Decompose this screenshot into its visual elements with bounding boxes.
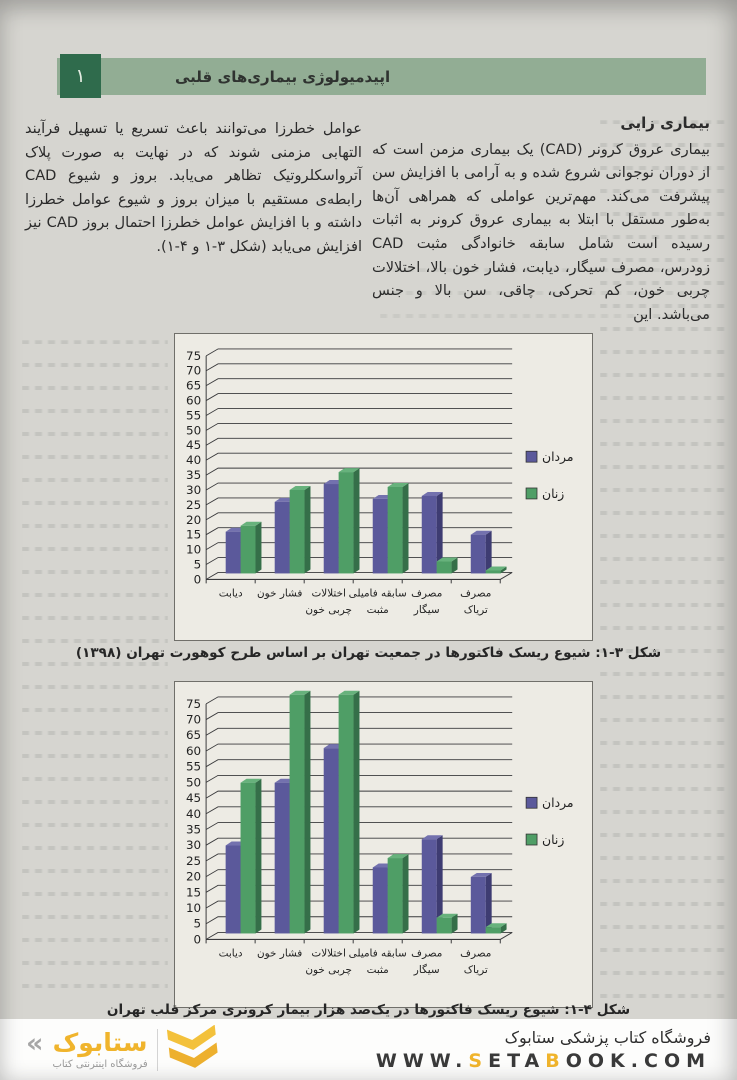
svg-text:70: 70 xyxy=(185,712,202,727)
page-number-badge xyxy=(60,54,101,98)
svg-text:60: 60 xyxy=(185,743,202,758)
svg-text:50: 50 xyxy=(185,775,202,790)
svg-text:70: 70 xyxy=(186,363,202,378)
svg-text:فشار خون: فشار خون xyxy=(257,587,303,600)
text-column-right xyxy=(372,112,710,326)
svg-text:مصرف: مصرف xyxy=(411,947,443,960)
svg-text:25: 25 xyxy=(185,853,202,868)
logo-divider xyxy=(157,1029,159,1071)
svg-text:چربی خون: چربی خون xyxy=(305,604,352,617)
svg-text:75: 75 xyxy=(185,696,202,711)
svg-text:35: 35 xyxy=(185,822,202,837)
store-url-segment: S xyxy=(468,1049,489,1072)
svg-text:40: 40 xyxy=(185,806,202,821)
svg-text:سابقه فامیلی: سابقه فامیلی xyxy=(348,947,407,960)
svg-text:چربی خون: چربی خون xyxy=(305,964,352,977)
svg-text:زنان: زنان xyxy=(541,485,565,501)
svg-text:فشار خون: فشار خون xyxy=(256,947,303,960)
svg-text:مردان: مردان xyxy=(541,449,574,465)
svg-text:دیابت: دیابت xyxy=(218,587,243,600)
svg-text:15: 15 xyxy=(185,885,202,900)
svg-text:سیگار: سیگار xyxy=(413,964,440,977)
svg-text:مصرف: مصرف xyxy=(411,587,443,600)
svg-text:مردان: مردان xyxy=(542,795,574,811)
svg-text:5: 5 xyxy=(193,916,202,931)
svg-text:دیابت: دیابت xyxy=(218,947,243,960)
svg-text:مثبت: مثبت xyxy=(366,964,389,977)
svg-text:45: 45 xyxy=(185,791,202,806)
svg-text:0: 0 xyxy=(193,932,202,947)
svg-text:75: 75 xyxy=(186,348,202,363)
svg-text:0: 0 xyxy=(193,572,202,587)
body-paragraph-right: بیماری عروق کرونر (CAD) یک بیماری مزمن است که از دوران نوجوانی شروع شده و به آرامی با افزایش سن پیشرفت می‌کند. مهم‌ترین عواملی که همراهی آن‌ها به‌طور مستقل با ابتلا به بیماری عروق کرونر به اثبات رسیده است شامل سابقه خانوادگی مثبت CAD زودرس، مصرف سیگار، دیابت، فشار خون بالا، اختلالات چربی خون، کم تحرکی، چاقی، سن بالا و جنس می‌باشد. این xyxy=(372,140,710,323)
svg-text:20: 20 xyxy=(186,512,202,527)
figure-2-caption: شکل ۴-۱: شیوع ریسک فاکتورها در یک‌صد هزار بیمار کرونری مرکز قلب تهران xyxy=(106,1002,631,1018)
guillemet-mark: « xyxy=(26,1028,44,1059)
section-heading: بیماری زایی xyxy=(620,114,710,132)
svg-text:20: 20 xyxy=(185,869,202,884)
chapter-header-band xyxy=(57,58,706,95)
svg-text:5: 5 xyxy=(193,557,202,572)
brand-tagline: فروشگاه اینترنتی کتاب xyxy=(52,1058,148,1070)
svg-text:35: 35 xyxy=(186,468,202,483)
svg-text:تریاک: تریاک xyxy=(463,964,488,977)
store-url-segment: B xyxy=(545,1049,566,1072)
svg-text:60: 60 xyxy=(186,393,202,408)
svg-text:اختلالات: اختلالات xyxy=(311,587,346,600)
svg-text:زنان: زنان xyxy=(542,832,565,848)
store-name: فروشگاه کتاب پزشکی ستابوک xyxy=(504,1027,711,1047)
page-number: ۱ xyxy=(75,65,86,87)
svg-text:اختلالات: اختلالات xyxy=(311,947,346,960)
body-paragraph-left: عوامل خطرزا می‌توانند باعث تسریع یا تسهیل فرآیند التهابی مزمنی شوند که در نهایت به صورت پلاک آترواسکلروتیک تظاهر می‌یابد. بروز و شیوع CAD رابطه‌ی مستقیم با میزان بروز و شیوع عوامل خطرزا داشته و با افزایش عوامل خطرزا احتمال بروز CAD نیز افزایش می‌یابد (شکل ۳-۱ و ۴-۱). xyxy=(25,120,362,255)
figure-1-bar-chart xyxy=(174,333,593,641)
svg-text:10: 10 xyxy=(185,900,202,915)
svg-text:55: 55 xyxy=(186,408,202,423)
figure-2-bar-chart xyxy=(174,681,593,1008)
store-url-segment: OOK.COM xyxy=(565,1049,711,1072)
store-url-segment: ETA xyxy=(488,1049,546,1072)
svg-text:25: 25 xyxy=(186,497,202,512)
svg-text:سابقه فامیلی: سابقه فامیلی xyxy=(348,587,407,600)
svg-text:مصرف: مصرف xyxy=(460,947,492,960)
svg-text:سیگار: سیگار xyxy=(413,604,440,617)
chapter-title: اپیدمیولوژی بیماری‌های قلبی xyxy=(175,67,391,86)
brand-wordmark: ستابوک xyxy=(52,1028,148,1058)
page-bleedthrough-texture xyxy=(22,340,168,990)
svg-text:تریاک: تریاک xyxy=(463,604,488,617)
setabook-chevron-icon xyxy=(167,1025,219,1075)
svg-text:مصرف: مصرف xyxy=(460,587,492,600)
svg-text:30: 30 xyxy=(186,482,202,497)
figure-1-caption: شکل ۳-۱: شیوع ریسک فاکتورها در جمعیت تهران بر اساس طرح کوهورت تهران (۱۳۹۸) xyxy=(75,645,662,661)
svg-text:65: 65 xyxy=(185,728,202,743)
text-column-left xyxy=(25,117,362,259)
svg-text:50: 50 xyxy=(186,423,202,438)
svg-text:15: 15 xyxy=(186,527,202,542)
store-url-segment: WWW. xyxy=(375,1049,469,1072)
svg-text:مثبت: مثبت xyxy=(366,604,389,617)
svg-text:65: 65 xyxy=(186,378,202,393)
svg-text:55: 55 xyxy=(185,759,202,774)
setabook-logo xyxy=(26,1025,219,1075)
store-url xyxy=(376,1050,711,1072)
watermark-footer xyxy=(0,1019,737,1080)
svg-text:30: 30 xyxy=(185,838,202,853)
svg-text:40: 40 xyxy=(186,453,202,468)
risk-factors-chart-patients xyxy=(175,682,592,1007)
svg-text:45: 45 xyxy=(186,438,202,453)
svg-text:10: 10 xyxy=(186,542,202,557)
store-info xyxy=(376,1028,711,1072)
risk-factors-chart-cohort xyxy=(175,334,592,640)
brand-text-block xyxy=(52,1029,147,1070)
